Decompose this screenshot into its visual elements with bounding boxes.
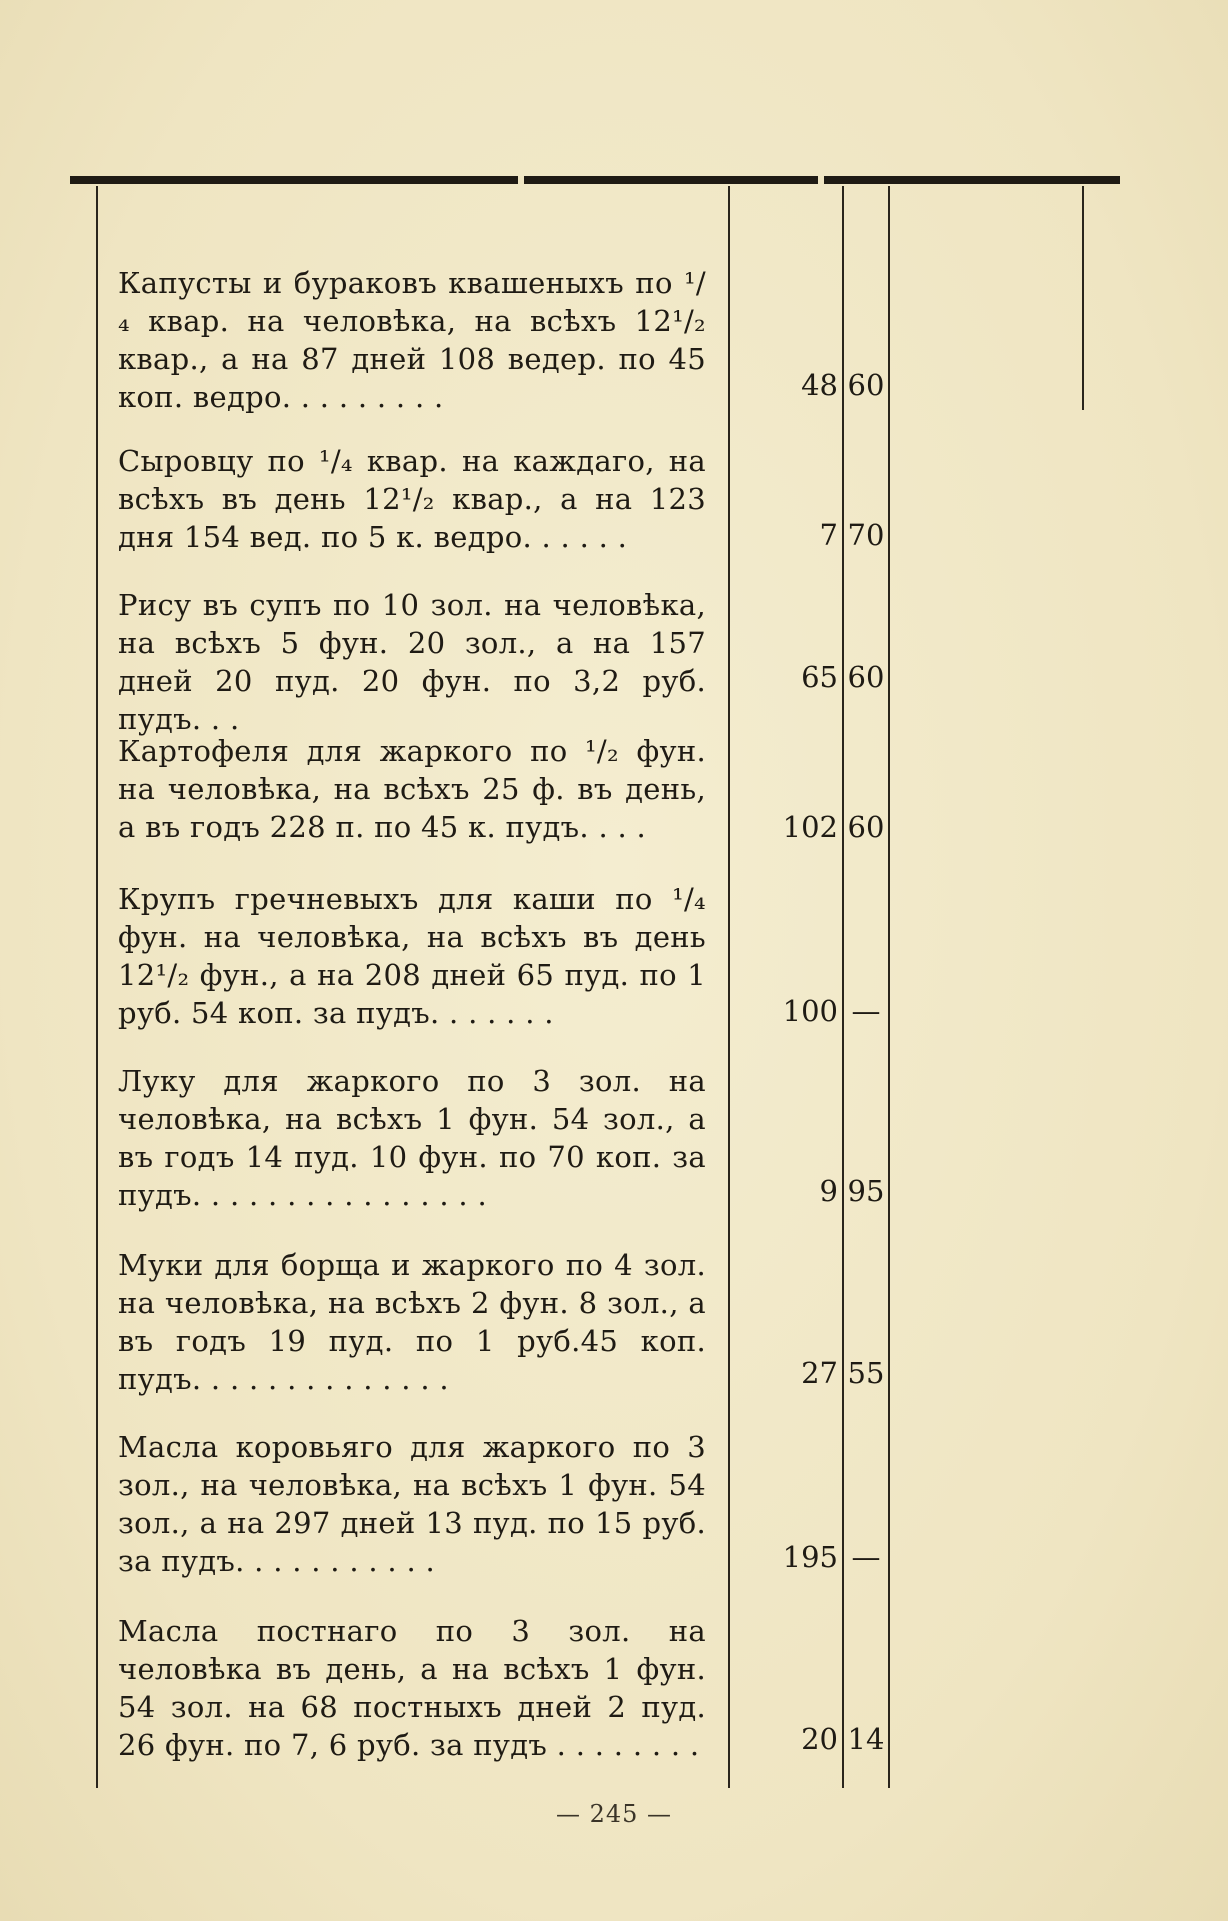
table-row — [118, 1246, 706, 1398]
table-row — [118, 1428, 706, 1580]
entry-rubles: 27 — [801, 1356, 838, 1390]
entry-kopecks: 60 — [847, 810, 885, 844]
entry-description: Муки для борща и жаркого по 4 зол. на человѣка, на всѣхъ 2 фун. 8 зол., а въ годъ 19 пуд. по 1 руб.45 коп. пудъ. . . . . . . . . . . . . . — [118, 1248, 706, 1396]
page-number: — 245 — — [555, 1800, 673, 1828]
entry-description: Сыровцу по ¹/₄ квар. на каждаго, на всѣхъ въ день 12¹/₂ квар., а на 123 дня 154 вед. по 5 к. ведро. . . . . . — [118, 444, 706, 554]
entry-rubles: 102 — [782, 810, 838, 844]
entry-kopecks: 60 — [847, 368, 885, 402]
entry-description: Картофеля для жаркого по ¹/₂ фун. на человѣка, на всѣхъ 25 ф. въ день, а въ годъ 228 п. по 45 к. пудъ. . . . — [118, 734, 706, 844]
entry-rubles: 7 — [819, 518, 838, 552]
table-row — [118, 732, 706, 846]
table-row — [118, 442, 706, 556]
entry-rubles: 65 — [801, 660, 838, 694]
entry-description: Крупъ гречневыхъ для каши по ¹/₄ фун. на человѣка, на всѣхъ въ день 12¹/₂ фун., а на 208 дней 65 пуд. по 1 руб. 54 коп. за пудъ. . . . . . . — [118, 882, 706, 1030]
entry-rubles: 100 — [782, 994, 838, 1028]
entry-description: Капусты и бураковъ квашеныхъ по ¹/₄ квар. на человѣка, на всѣхъ 12¹/₂ квар., а на 87 дней 108 ведер. по 45 коп. ведро. . . . . . . . . — [118, 266, 706, 414]
entry-rubles: 20 — [801, 1722, 838, 1756]
entry-description: Луку для жаркого по 3 зол. на человѣка, на всѣхъ 1 фун. 54 зол., а въ годъ 14 пуд. 10 фун. по 70 коп. за пудъ. . . . . . . . . . . . . . . . — [118, 1064, 706, 1212]
table-row — [118, 1062, 706, 1214]
entry-kopecks: 70 — [847, 518, 885, 552]
entry-kopecks: 14 — [847, 1722, 885, 1756]
entry-kopecks: 60 — [847, 660, 885, 694]
entry-description: Масла постнаго по 3 зол. на человѣка въ день, а на всѣхъ 1 фун. 54 зол. на 68 постныхъ дней 2 пуд. 26 фун. по 7, 6 руб. за пудъ . . . . . . . . — [118, 1614, 706, 1762]
entry-rubles: 9 — [819, 1174, 838, 1208]
table-row — [118, 586, 706, 738]
entry-kopecks: 95 — [847, 1174, 885, 1208]
entry-description: Рису въ супъ по 10 зол. на человѣка, на всѣхъ 5 фун. 20 зол., а на 157 дней 20 пуд. 20 фун. по 3,2 руб. пудъ. . . — [118, 588, 706, 736]
entry-kopecks: — — [851, 1540, 881, 1574]
entry-kopecks: — — [851, 994, 881, 1028]
table-row — [118, 880, 706, 1032]
entry-rubles: 48 — [801, 368, 838, 402]
entry-rubles: 195 — [782, 1540, 838, 1574]
table-row — [118, 1612, 706, 1764]
table-row — [118, 264, 706, 416]
entry-kopecks: 55 — [847, 1356, 885, 1390]
entry-description: Масла коровьяго для жаркого по 3 зол., на человѣка, на всѣхъ 1 фун. 54 зол., а на 297 дней 13 пуд. по 15 руб. за пудъ. . . . . . . . . . . — [118, 1430, 706, 1578]
